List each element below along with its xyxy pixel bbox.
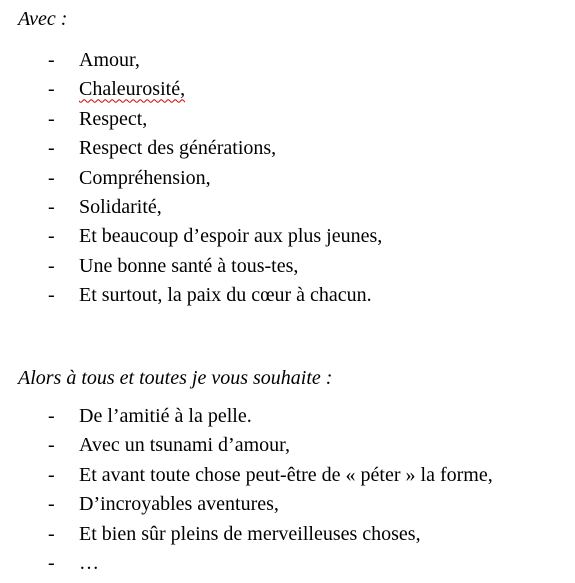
bullet-dash: -: [48, 225, 55, 248]
bullet-dash: -: [48, 166, 55, 189]
bullet-dash: -: [48, 137, 55, 160]
list-item-text: Compréhension,: [79, 166, 211, 189]
bullet-dash: -: [48, 522, 55, 545]
list-item-text: Et bien sûr pleins de merveilleuses choses,: [79, 522, 421, 545]
list-item-text: Amour,: [79, 49, 140, 71]
list-item-text: …: [79, 551, 99, 574]
bullet-dash: -: [48, 493, 55, 516]
bullet-dash: -: [48, 434, 55, 457]
bullet-dash: -: [48, 551, 55, 574]
list-item-text: Respect,: [79, 107, 148, 130]
list-item-text: Et surtout, la paix du cœur à chacun.: [79, 284, 372, 307]
list-item-text: Une bonne santé à tous-tes,: [79, 254, 299, 277]
list-item-text: De l’amitié à la pelle.: [79, 405, 252, 427]
list-item-text: D’incroyables aventures,: [79, 493, 279, 516]
bullet-dash: -: [48, 107, 55, 130]
bullet-dash: -: [48, 49, 55, 71]
list-item-text: Avec un tsunami d’amour,: [79, 434, 290, 457]
bullet-dash: -: [48, 195, 55, 218]
list-item-text: Respect des générations,: [79, 137, 277, 160]
list-item-text: Et avant toute chose peut-être de « péter » la forme,: [79, 463, 493, 486]
bullet-dash: -: [48, 284, 55, 307]
list-item-text: Solidarité,: [79, 195, 162, 218]
list-item-text-misspelled: Chaleurosité,: [79, 78, 186, 101]
section-heading-souhaite: Alors à tous et toutes je vous souhaite :: [18, 367, 333, 389]
bullet-dash: -: [48, 405, 55, 427]
bullet-dash: -: [48, 254, 55, 277]
list-item-text: Et beaucoup d’espoir aux plus jeunes,: [79, 225, 383, 248]
section-heading-avec: Avec :: [18, 8, 68, 30]
bullet-dash: -: [48, 463, 55, 486]
bullet-dash: -: [48, 78, 55, 101]
